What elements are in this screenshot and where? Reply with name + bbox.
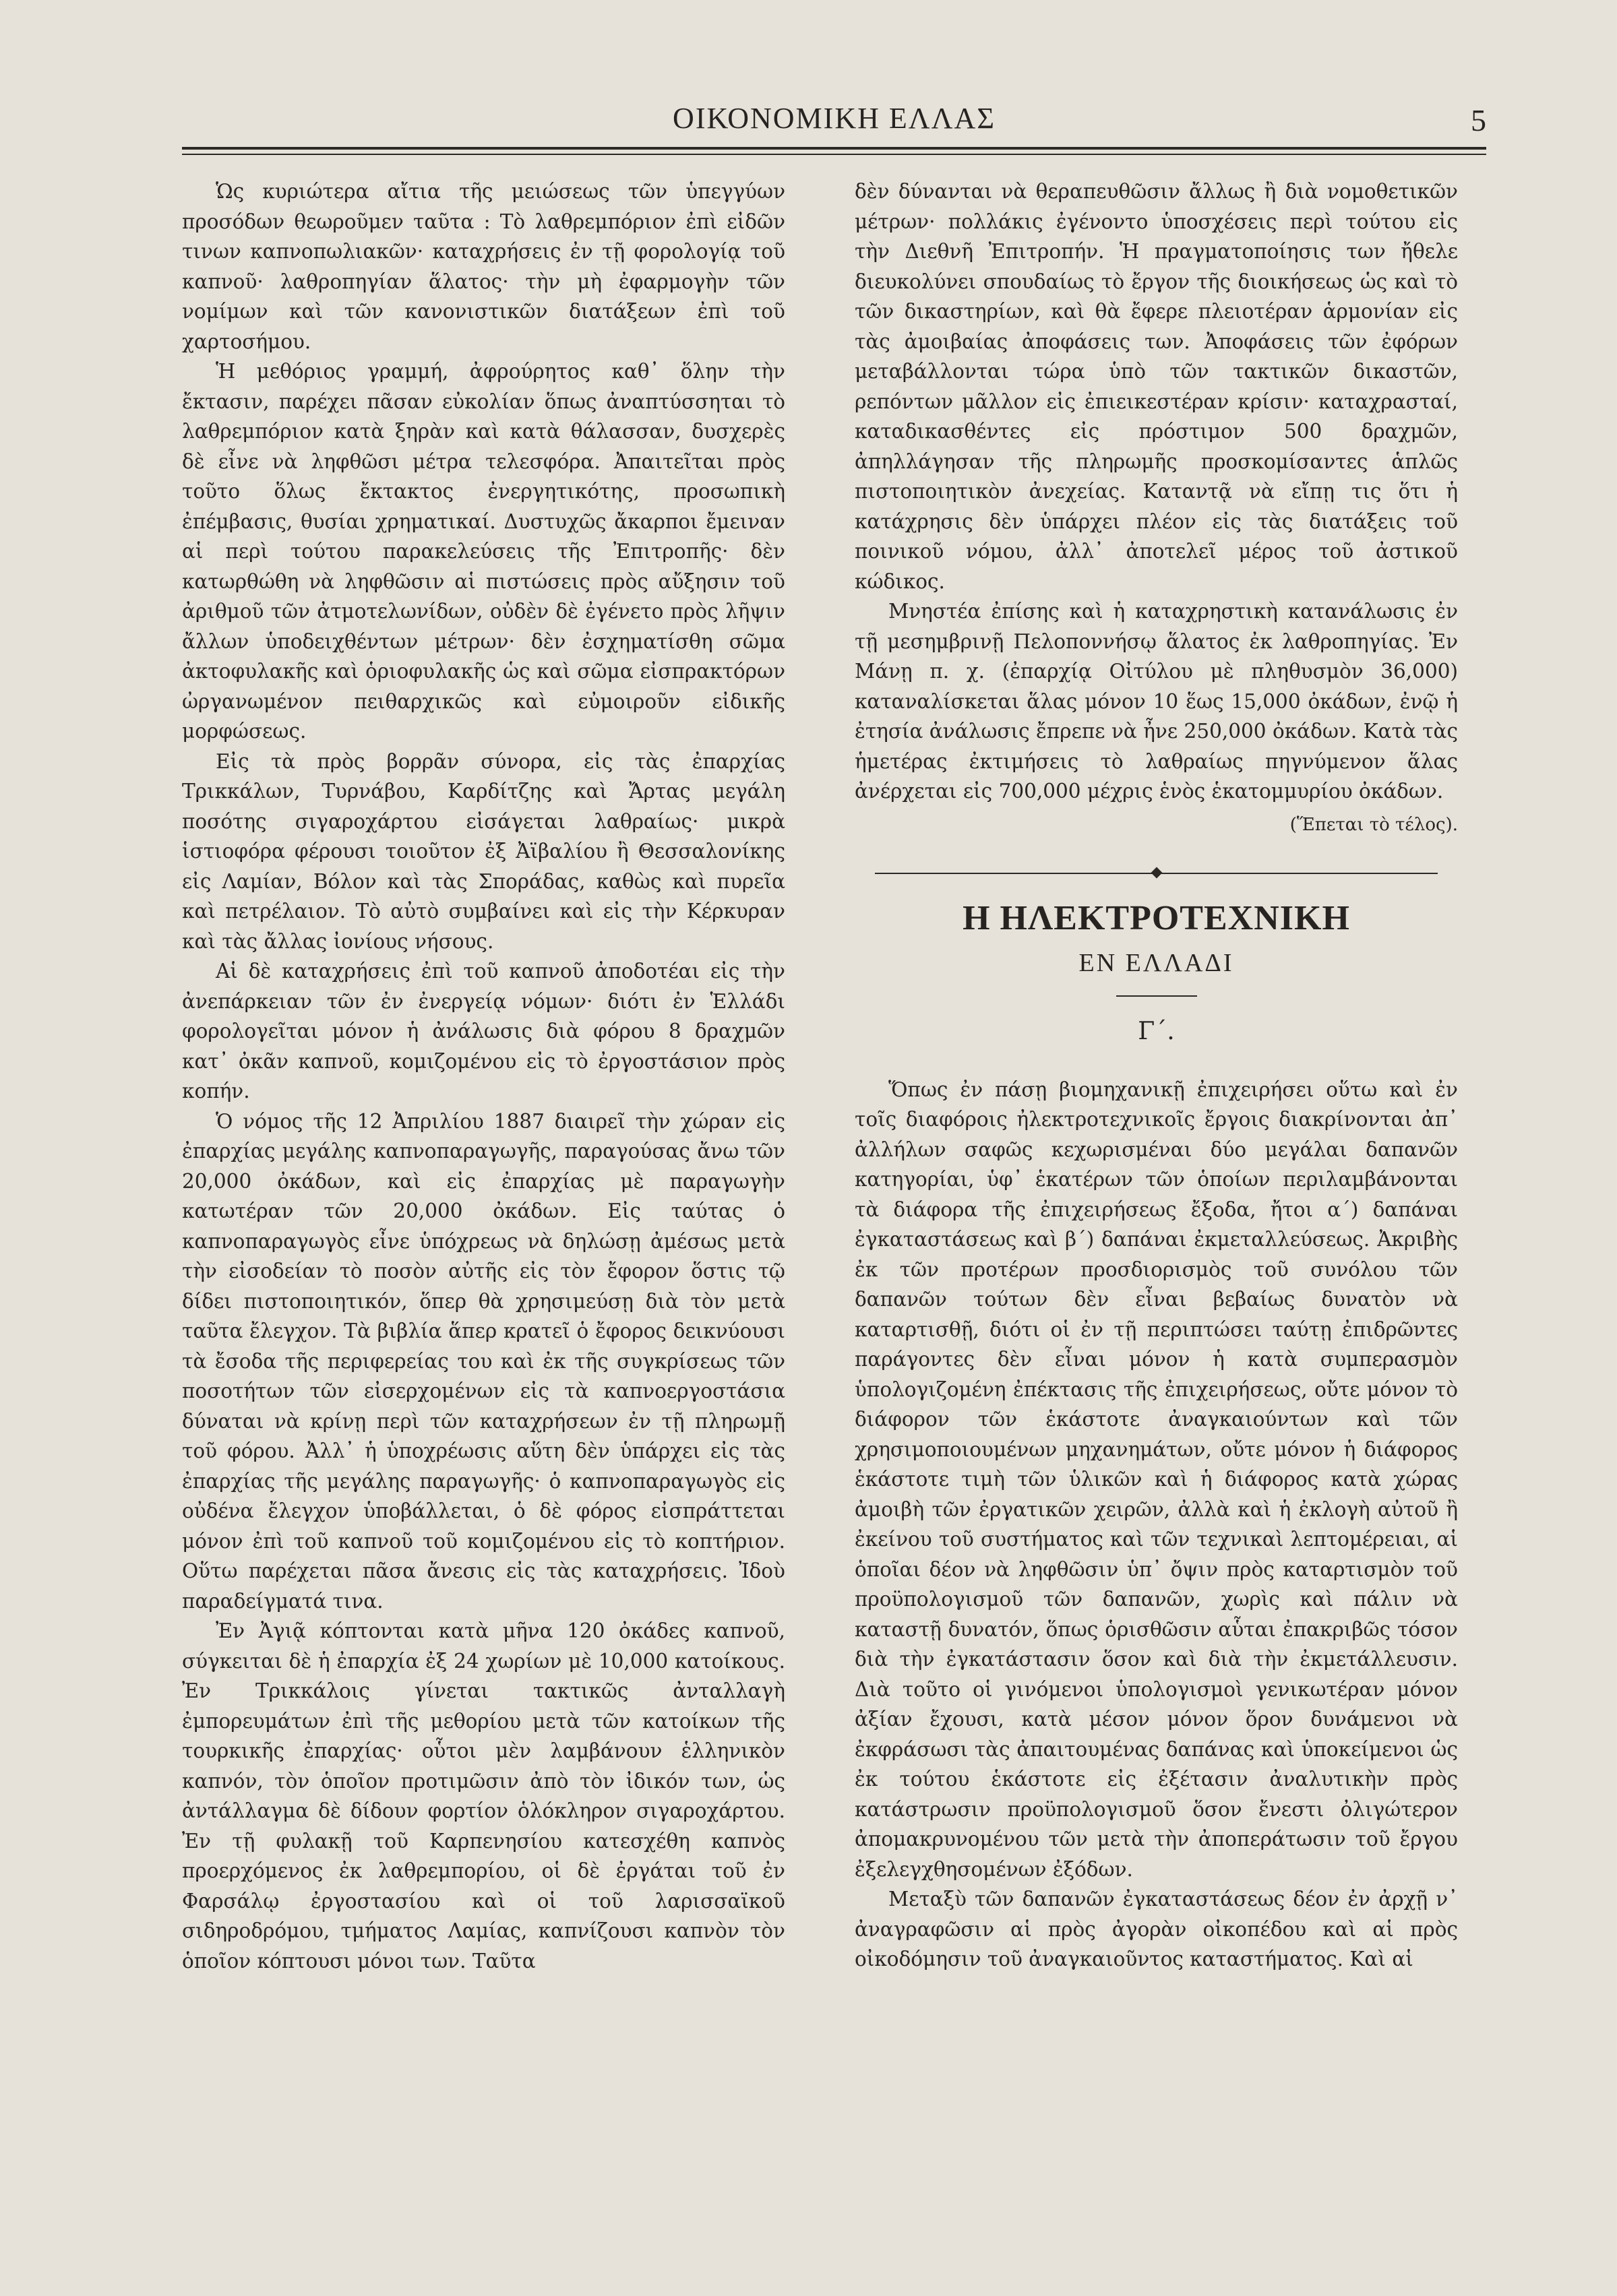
article-title: Η ΗΛΕΚΤΡΟΤΕΧΝΙΚΗ — [963, 898, 1350, 937]
paragraph: Μνηστέα ἐπίσης καὶ ἡ καταχρηστικὴ κατανάλωσις ἐν τῇ μεσημβρινῇ Πελοποννήσῳ ἅλατος ἐκ λαθροπηγίας. Ἐν Μάνῃ π. χ. (ἐπαρχίᾳ Οἰτύλου μὲ πληθυσμὸν 36,000) καταναλίσκεται ἅλας μόνον 10 ἕως 15,000 ὀκάδων, ἐνῷ ἡ ἐτησία ἀνάλωσις ἔπρεπε νὰ ἦνε 250,000 ὀκάδων. Κατὰ τὰς ἡμετέρας ἐκτιμήσεις τὸ λαθραίως πηγνύμενον ἅλας ἀνέρχεται εἰς 700,000 μέχρις ἑνὸς ἑκατομμυρίου ὀκάδων. — [855, 600, 1458, 803]
paragraph: Μεταξὺ τῶν δαπανῶν ἐγκαταστάσεως δέον ἐν ἀρχῇ ν᾽ ἀναγραφῶσιν αἱ πρὸς ἀγορὰν οἰκοπέδου καὶ αἱ πρὸς οἰκοδόμησιν τοῦ ἀναγκαιοῦντος καταστήματος. Καὶ αἱ — [855, 1888, 1458, 1971]
paragraph: Ἐν Ἀγιᾷ κόπτονται κατὰ μῆνα 120 ὀκάδες καπνοῦ, σύγκειται δὲ ἡ ἐπαρχία ἐξ 24 χωρίων μὲ 10,000 κατοίκους. Ἐν Τρικκάλοις γίνεται τακτικῶς ἀνταλλαγὴ ἐμπορευμάτων ἐπὶ τῆς μεθορίου μετὰ τῶν κατοίκων τῆς τουρκικῆς ἐπαρχίας· οὗτοι μὲν λαμβάνουν ἑλληνικὸν καπνόν, τὸν ὁποῖον προτιμῶσιν ἀπὸ τὸν ἰδικόν των, ὡς ἀντάλλαγμα δὲ δίδουν φορτίον ὁλόκληρον σιγαροχάρτου. Ἐν τῇ φυλακῇ τοῦ Καρπενησίου κατεσχέθη καπνὸς προερχόμενος ἐκ λαθρεμπορίου, οἱ δὲ ἐργάται τοῦ ἐν Φαρσάλῳ ἐργοστασίου καὶ οἱ τοῦ λαρισσαϊκοῦ σιδηροδρόμου, τμήματος Λαμίας, καπνίζουσι καπνὸν τὸν ὁποῖον κόπτουσι μόνοι των. Ταῦτα — [182, 1619, 785, 1973]
header-rule-thick — [182, 147, 1486, 150]
paragraph: Ὅπως ἐν πάσῃ βιομηχανικῇ ἐπιχειρήσει οὕτω καὶ ἐν τοῖς διαφόροις ἠλεκτροτεχνικοῖς ἔργοις διακρίνονται ἀπ᾽ ἀλλήλων σαφῶς κεχωρισμέναι δύο μεγάλαι δαπανῶν κατηγορίαι, ὑφ᾽ ἑκατέρων τῶν ὁποίων περιλαμβάνονται τὰ διάφορα τῆς ἐπιχειρήσεως ἔξοδα, ἤτοι α΄) δαπάναι ἐγκαταστάσεως καὶ β΄) δαπάναι ἐκμεταλλεύσεως. Ἀκριβὴς ἐκ τῶν προτέρων προσδιορισμὸς τοῦ συνόλου τῶν δαπανῶν τούτων δὲν εἶναι βεβαίως δυνατὸν νὰ καταρτισθῇ, διότι οἱ ἐν τῇ περιπτώσει ταύτῃ ἐπιδρῶντες παράγοντες δὲν εἶναι μόνον ἡ κατὰ συμπερασμὸν ὑπολογιζομένη ἐπέκτασις τῆς ἐπιχειρήσεως, οὔτε μόνον τὸ διάφορον τῶν ἑκάστοτε ἀναγκαιούντων καὶ τῶν χρησιμοποιουμένων μηχανημάτων, οὔτε μόνον ἡ διάφορος ἑκάστοτε τιμὴ τῶν ὑλικῶν καὶ ἡ διάφορος κατὰ χώρας ἀμοιβὴ τῶν ἐργατικῶν χειρῶν, ἀλλὰ καὶ ἡ ἐκλογὴ αὐτοῦ ἢ ἐκείνου τοῦ συστήματος καὶ τῶν τεχνικαὶ λεπτομέρειαι, αἱ ὁποῖαι δέον νὰ ληφθῶσιν ὑπ᾽ ὄψιν πρὸς καταρτισμὸν τοῦ προϋπολογισμοῦ τῶν δαπανῶν, χωρὶς καὶ πάλιν νὰ καταστῇ δυνατόν, ὅπως ὁρισθῶσιν αὗται ἐπακριβῶς τόσον διὰ τὴν ἐγκατάστασιν ὅσον καὶ διὰ τὴν ἐκμετάλλευσιν. Διὰ τοῦτο οἱ γινόμενοι ὑπολογισμοὶ γενικωτέραν μόνον ἀξίαν ἔχουσι, κατὰ μέσον μόνον ὅρον δυνάμενοι νὰ ἐκφράσωσι τὰς ἀπαιτουμένας δαπάνας καὶ ὑποκείμενοι ὡς ἐκ τούτου ἑκάστοτε εἰς ἐξέτασιν ἀναλυτικὴν πρὸς κατάστρωσιν προϋπολογισμοῦ ὅσον ἔνεστι ὀλιγώτερον ἀπομακρυνομένου τῶν μετὰ τὴν ἀποπεράτωσιν τοῦ ἔργου ἐξελεγχθησομένων ἐξόδων. — [855, 1078, 1458, 1881]
paragraph: Εἰς τὰ πρὸς βορρᾶν σύνορα, εἰς τὰς ἐπαρχίας Τρικκάλων, Τυρνάβου, Καρδίτζης καὶ Ἄρτας μεγάλη ποσότης σιγαροχάρτου εἰσάγεται λαθραίως· μικρὰ ἱστιοφόρα φέρουσι τοιοῦτον ἐξ Ἀϊβαλίου ἢ Θεσσαλονίκης εἰς Λαμίαν, Βόλον καὶ τὰς Σποράδας, καθὼς καὶ πυρεῖα καὶ πετρέλαιον. Τὸ αὐτὸ συμβαίνει καὶ εἰς τὴν Κέρκυραν καὶ τὰς ἄλλας ἰονίους νήσους. — [182, 749, 785, 953]
journal-title: ΟΙΚΟΝΟΜΙΚΗ ΕΛΛΑΣ — [673, 102, 996, 135]
section-number: Γ΄. — [1138, 1017, 1175, 1045]
paragraph: Ὡς κυριώτερα αἴτια τῆς μειώσεως τῶν ὑπεγγύων προσόδων θεωροῦμεν ταῦτα : Τὸ λαθρεμπόριον ἐπὶ εἰδῶν τινων καπνοπωλιακῶν· καταχρήσεις ἐν τῇ φορολογίᾳ τοῦ καπνοῦ· λαθροπηγίαν ἅλατος· τὴν μὴ ἐφαρμογὴν τῶν νομίμων καὶ τῶν κανονιστικῶν διατάξεων ἐπὶ τοῦ χαρτοσήμου. — [182, 180, 785, 353]
running-header — [182, 101, 1486, 142]
page-number: 5 — [1471, 103, 1486, 137]
paragraph: Ὁ νόμος τῆς 12 Ἀπριλίου 1887 διαιρεῖ τὴν χώραν εἰς ἐπαρχίας μεγάλης καπνοπαραγωγῆς, παραγούσας ἄνω τῶν 20,000 ὀκάδων, καὶ εἰς ἐπαρχίας μὲ παραγωγὴν κατωτέραν τῶν 20,000 ὀκάδων. Εἰς ταύτας ὁ καπνοπαραγωγὸς εἶνε ὑπόχρεως νὰ δηλώσῃ ἀμέσως μετὰ τὴν εἰσοδείαν τὸ ποσὸν αὐτῆς εἰς τὸν ἔφορον ὅστις τῷ δίδει πιστοποιητικόν, ὅπερ θὰ χρησιμεύσῃ διὰ τὸν μετὰ ταῦτα ἔλεγχον. Τὰ βιβλία ἅπερ κρατεῖ ὁ ἔφορος δεικνύουσι τὰ ἔσοδα τῆς περιφερείας του καὶ ἐκ τῆς συγκρίσεως τῶν ποσοτήτων τῶν εἰσερχομένων εἰς τὰ καπνοεργοστάσια δύναται νὰ κρίνῃ περὶ τῶν καταχρήσεων ἐν τῇ πληρωμῇ τοῦ φόρου. Ἀλλ᾽ ἡ ὑποχρέωσις αὕτη δὲν ὑπάρχει εἰς τὰς ἐπαρχίας τῆς μεγάλης παραγωγῆς· ὁ καπνοπαραγωγὸς εἰς οὐδένα ἔλεγχον ὑποβάλλεται, ὁ δὲ φόρος εἰσπράττεται μόνον ἐπὶ τοῦ καπνοῦ τοῦ κομιζομένου εἰς τὸ κοπτήριον. Οὕτω παρέχεται πᾶσα ἄνεσις εἰς τὰς καταχρήσεις. Ἰδοὺ παραδείγματά τινα. — [182, 1109, 785, 1613]
paragraph: Αἱ δὲ καταχρήσεις ἐπὶ τοῦ καπνοῦ ἀποδοτέαι εἰς τὴν ἀνεπάρκειαν τῶν ἐν ἐνεργείᾳ νόμων· διότι ἐν Ἑλλάδι φορολογεῖται μόνον ἡ ἀνάλωσις διὰ φόρου 8 δραχμῶν κατ᾽ ὀκᾶν καπνοῦ, κομιζομένου εἰς τὸ ἐργοστάσιον πρὸς κοπήν. — [182, 960, 785, 1103]
right-column — [855, 177, 1458, 1975]
article-divider — [855, 863, 1458, 883]
left-column — [182, 177, 785, 1976]
paragraph: Ἡ μεθόριος γραμμή, ἀφρούρητος καθ᾽ ὅλην τὴν ἔκτασιν, παρέχει πᾶσαν εὐκολίαν ὅπως ἀναπτύσσηται τὸ λαθρεμπόριον κατὰ ξηρὰν καὶ κατὰ θάλασσαν, δυσχερὲς δὲ εἶνε νὰ ληφθῶσι μέτρα τελεσφόρα. Ἀπαιτεῖται πρὸς τοῦτο ὅλως ἔκτακτος ἐνεργητικότης, προσωπικὴ ἐπέμβασις, θυσίαι χρηματικαί. Δυστυχῶς ἄκαρποι ἔμειναν αἱ περὶ τούτου παρακελεύσεις τῆς Ἐπιτροπῆς· δὲν κατωρθώθη νὰ ληφθῶσιν αἱ πιστώσεις πρὸς αὔξησιν τοῦ ἀριθμοῦ τῶν ἀτμοτελωνίδων, οὐδὲν δὲ ἐγένετο πρὸς λῆψιν ἄλλων ὑποδειχθέντων μέτρων· δὲν ἐσχηματίσθη σῶμα ἀκτοφυλακῆς καὶ ὁριοφυλακῆς ὡς καὶ σῶμα εἰσπρακτόρων ὠργανωμένον πειθαρχικῶς καὶ εὐμοιροῦν εἰδικῆς μορφώσεως. — [182, 360, 785, 743]
article-subtitle: ΕΝ ΕΛΛΑΔΙ — [1078, 948, 1234, 977]
diamond-ornament-icon — [1151, 867, 1162, 878]
continued-note: (Ἕπεται τὸ τέλος). — [1289, 814, 1458, 835]
paragraph: δὲν δύνανται νὰ θεραπευθῶσιν ἄλλως ἢ διὰ νομοθετικῶν μέτρων· πολλάκις ἐγένοντο ὑποσχέσεις περὶ τούτου εἰς τὴν Διεθνῆ Ἐπιτροπήν. Ἡ πραγματοποίησις των ἤθελε διευκολύνει σπουδαίως τὸ ἔργον τῆς διοικήσεως ὡς καὶ τὸ τῶν δικαστηρίων, καὶ θὰ ἔφερε πλειοτέραν ἁρμονίαν εἰς τὰς ἀμοιβαίας ἀποφάσεις των. Ἀποφάσεις τῶν ἐφόρων μεταβάλλονται τώρα ὑπὸ τῶν τακτικῶν δικαστῶν, ρεπόντων μᾶλλον εἰς ἐπιεικεστέραν κρίσιν· καταχρασταί, καταδικασθέντες εἰς πρόστιμον 500 δραχμῶν, ἀπηλλάγησαν τῆς πληρωμῆς προσκομίσαντες ἁπλῶς πιστοποιητικὸν ἀνεχείας. Καταντᾷ νὰ εἴπῃ τις ὅτι ἡ κατάχρησις δὲν ὑπάρχει πλέον εἰς τὰς διατάξεις τοῦ ποινικοῦ νόμου, ἀλλ᾽ ἀποτελεῖ μέρος τοῦ ἀστικοῦ κώδικος. — [855, 180, 1458, 593]
title-rule — [1116, 995, 1197, 997]
header-rule-thin — [182, 154, 1486, 155]
